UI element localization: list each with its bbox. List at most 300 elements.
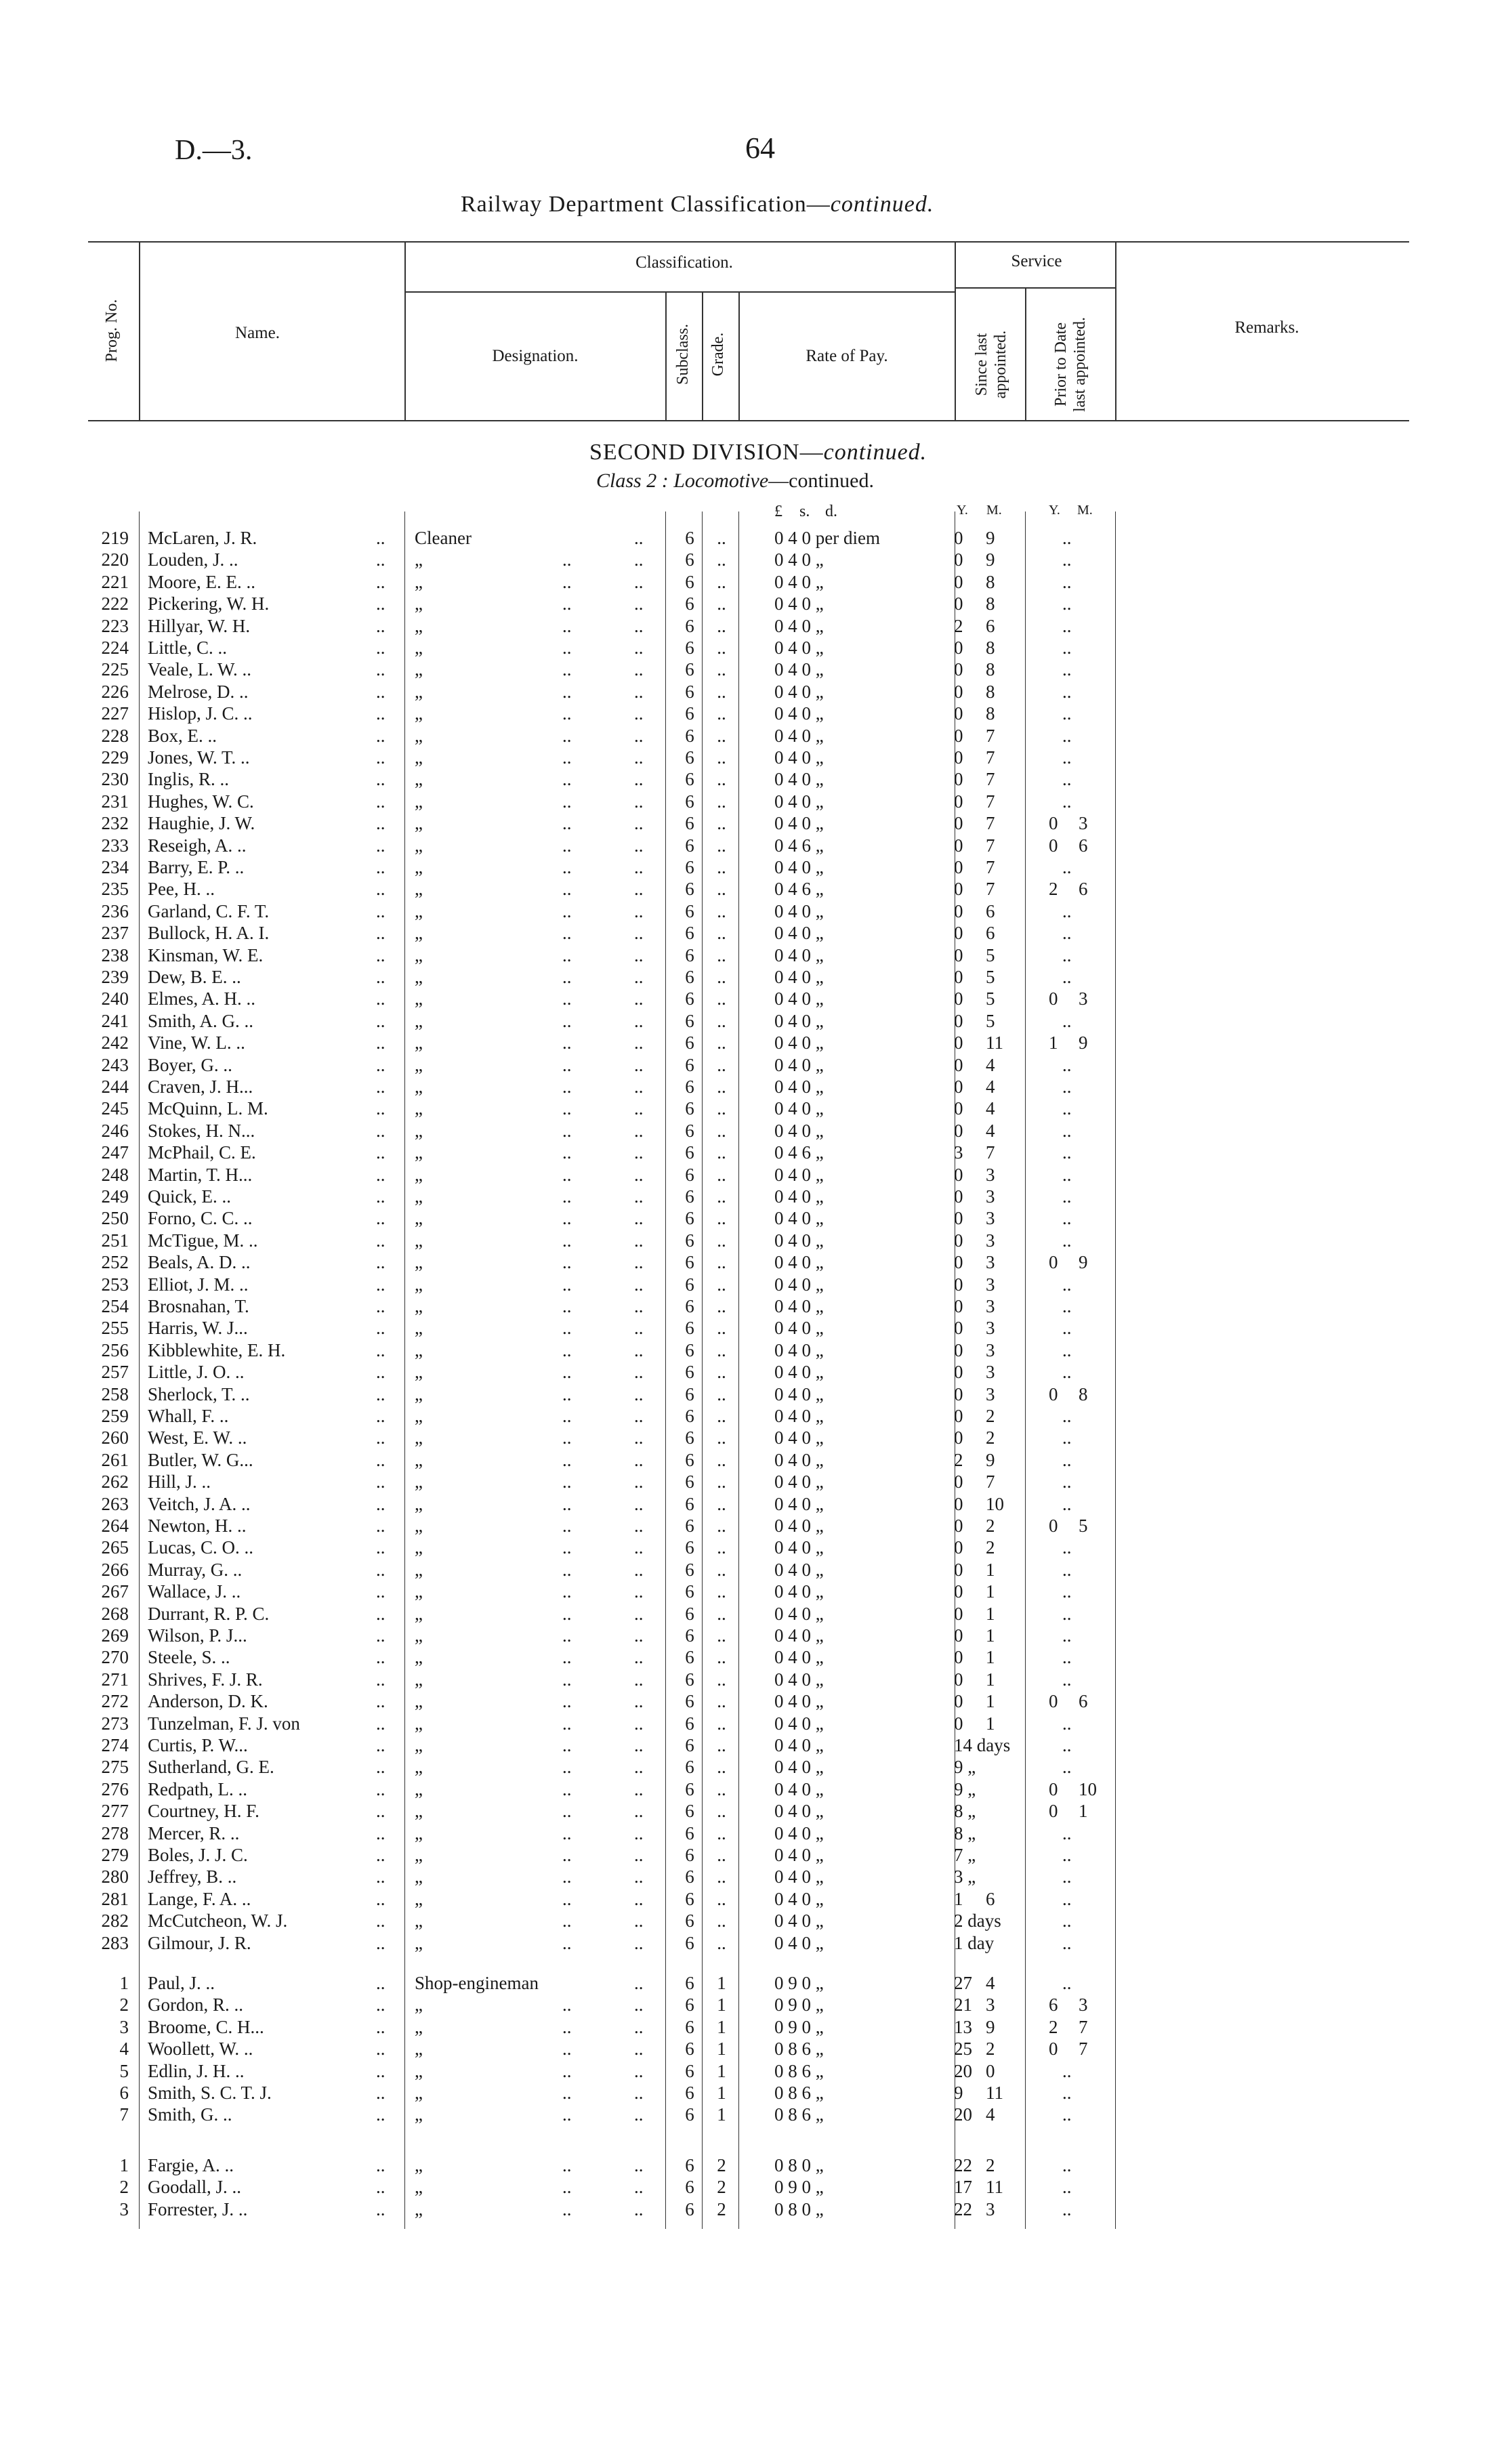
prog-no-cell: 5 <box>119 2061 129 2081</box>
since-months-cell: 2 <box>986 1516 995 1536</box>
prior-months-cell: 7 <box>1079 2039 1088 2059</box>
leader-dots: .. <box>634 1296 644 1316</box>
rate-cell: 0 4 0 „ <box>774 1340 824 1360</box>
leader-dots: .. <box>562 1691 572 1711</box>
prog-no-cell: 282 <box>101 1910 129 1931</box>
since-months-cell: 8 <box>986 682 995 702</box>
class-title <box>596 469 874 493</box>
since-years-cell: 0 <box>954 1427 963 1448</box>
grade-cell: .. <box>717 1560 726 1580</box>
table-row <box>0 593 1504 614</box>
col-header-prog-no: Prog. No. <box>103 299 121 362</box>
prog-no-cell: 257 <box>101 1362 129 1382</box>
rate-cell: 0 4 0 „ <box>774 857 824 877</box>
name-cell: Woollett, W. .. <box>148 2039 253 2059</box>
name-cell: Newton, H. .. <box>148 1516 247 1536</box>
prior-years-cell: .. <box>1062 1165 1072 1185</box>
since-years-cell: 0 <box>954 549 963 570</box>
leader-dots: .. <box>376 2039 385 2059</box>
subclass-cell: 6 <box>685 1691 694 1711</box>
table-row <box>0 1669 1504 1690</box>
since-months-cell: 1 <box>986 1691 995 1711</box>
subclass-cell: 6 <box>685 682 694 702</box>
rate-cell: 0 4 0 „ <box>774 1077 824 1097</box>
rate-cell: 0 4 0 „ <box>774 1735 824 1755</box>
since-months-cell: 5 <box>986 988 995 1009</box>
leader-dots: .. <box>634 1186 644 1207</box>
grade-cell: .. <box>717 1889 726 1909</box>
since-months-cell: 8 <box>986 593 995 614</box>
leader-dots: .. <box>634 923 644 943</box>
since-years-cell: 0 <box>954 1494 963 1514</box>
leader-dots: .. <box>562 835 572 856</box>
leader-dots: .. <box>376 1384 385 1404</box>
subclass-cell: 6 <box>685 1427 694 1448</box>
service-underline <box>955 287 1115 289</box>
name-cell: Steele, S. .. <box>148 1647 230 1667</box>
table-row <box>0 1164 1504 1186</box>
prior-years-cell: 0 <box>1049 1779 1058 1799</box>
leader-dots: .. <box>376 1604 385 1624</box>
table-row <box>0 2198 1504 2220</box>
since-years-cell: 0 <box>954 857 963 877</box>
table-row <box>0 1994 1504 2016</box>
grade-cell: .. <box>717 1077 726 1097</box>
since-months-cell: 3 <box>986 1384 995 1404</box>
grade-cell: .. <box>717 726 726 746</box>
subclass-cell: 6 <box>685 616 694 636</box>
col-divider-prior <box>1115 241 1116 420</box>
subclass-cell: 6 <box>685 1560 694 1580</box>
page-title-continued: continued. <box>830 192 934 217</box>
leader-dots: .. <box>562 857 572 877</box>
leader-dots: .. <box>376 1471 385 1492</box>
since-months-cell: 5 <box>986 1011 995 1031</box>
subclass-cell: 6 <box>685 813 694 833</box>
subclass-cell: 6 <box>685 726 694 746</box>
leader-dots: .. <box>634 1252 644 1272</box>
prog-no-cell: 226 <box>101 682 129 702</box>
prog-no-cell: 1 <box>119 2155 129 2175</box>
leader-dots: .. <box>562 1077 572 1097</box>
rate-cell: 0 4 0 „ <box>774 1516 824 1536</box>
leader-dots: .. <box>562 1318 572 1338</box>
table-row <box>0 747 1504 768</box>
prog-no-cell: 251 <box>101 1230 129 1251</box>
leader-dots: .. <box>562 879 572 899</box>
leader-dots: .. <box>376 988 385 1009</box>
designation-cell: „ <box>415 1252 423 1272</box>
grade-cell: .. <box>717 1427 726 1448</box>
leader-dots: .. <box>634 1933 644 1953</box>
designation-cell: „ <box>415 682 423 702</box>
grade-cell: .. <box>717 988 726 1009</box>
leader-dots: .. <box>634 1450 644 1470</box>
since-months-cell: 4 <box>986 2104 995 2125</box>
prior-years-cell: .. <box>1062 1340 1072 1360</box>
prior-years-cell: .. <box>1062 1735 1072 1755</box>
grade-cell: .. <box>717 879 726 899</box>
name-cell: Anderson, D. K. <box>148 1691 268 1711</box>
name-cell: Gilmour, J. R. <box>148 1933 251 1953</box>
since-months-cell: 3 <box>986 1208 995 1228</box>
grade-cell: .. <box>717 1604 726 1624</box>
rate-cell: 0 4 0 „ <box>774 1011 824 1031</box>
leader-dots: .. <box>562 2155 572 2175</box>
grade-cell: .. <box>717 1735 726 1755</box>
designation-cell: „ <box>415 901 423 921</box>
leader-dots: .. <box>562 1801 572 1821</box>
table-row <box>0 2038 1504 2060</box>
prior-months-cell: 3 <box>1079 988 1088 1009</box>
prior-years-cell: .. <box>1062 2155 1072 2175</box>
leader-dots: .. <box>562 1866 572 1887</box>
leader-dots: .. <box>562 791 572 812</box>
prior-years-cell: 6 <box>1049 1995 1058 2015</box>
grade-cell: 1 <box>717 2104 726 2125</box>
designation-cell: „ <box>415 2199 423 2219</box>
leader-dots: .. <box>634 1669 644 1690</box>
name-cell: Elmes, A. H. .. <box>148 988 255 1009</box>
rate-cell: 0 4 0 „ <box>774 1165 824 1185</box>
rate-cell: 0 9 0 „ <box>774 2017 824 2037</box>
since-months-cell: 6 <box>986 616 995 636</box>
table-row <box>0 2104 1504 2125</box>
leader-dots: .. <box>562 2177 572 2197</box>
leader-dots: .. <box>562 703 572 724</box>
leader-dots: .. <box>634 1318 644 1338</box>
since-years-cell: 0 <box>954 1406 963 1426</box>
col-divider-since <box>1025 287 1026 420</box>
prior-years-cell: .. <box>1062 1296 1072 1316</box>
prior-years-cell: .. <box>1062 703 1072 724</box>
table-row <box>0 835 1504 856</box>
prog-no-cell: 264 <box>101 1516 129 1536</box>
leader-dots: .. <box>562 1252 572 1272</box>
since-years-cell: 0 <box>954 1340 963 1360</box>
name-cell: Hillyar, W. H. <box>148 616 251 636</box>
table-row <box>0 1032 1504 1053</box>
leader-dots: .. <box>376 923 385 943</box>
since-years-cell: 22 <box>954 2155 972 2175</box>
unit-shillings: s. <box>799 503 810 520</box>
leader-dots: .. <box>562 1011 572 1031</box>
since-months-cell: 0 <box>986 2061 995 2081</box>
prior-months-cell: 9 <box>1079 1252 1088 1272</box>
leader-dots: .. <box>562 682 572 702</box>
rate-cell: 0 4 0 „ <box>774 1801 824 1821</box>
designation-cell: „ <box>415 1450 423 1470</box>
table-row <box>0 571 1504 593</box>
col-divider-designation <box>665 291 667 420</box>
subclass-cell: 6 <box>685 703 694 724</box>
table-row <box>0 1537 1504 1558</box>
since-years-cell: 0 <box>954 1055 963 1075</box>
name-cell: Forrester, J. .. <box>148 2199 248 2219</box>
leader-dots: .. <box>634 1340 644 1360</box>
prog-no-cell: 243 <box>101 1055 129 1075</box>
unit-since-years: Y. <box>957 503 968 518</box>
name-cell: Smith, G. .. <box>148 2104 232 2125</box>
leader-dots: .. <box>634 1845 644 1865</box>
leader-dots: .. <box>376 1186 385 1207</box>
prog-no-cell: 270 <box>101 1647 129 1667</box>
leader-dots: .. <box>376 1427 385 1448</box>
leader-dots: .. <box>376 1296 385 1316</box>
leader-dots: .. <box>376 1230 385 1251</box>
since-years-cell: 0 <box>954 638 963 658</box>
rate-cell: 0 4 0 „ <box>774 1121 824 1141</box>
since-months-cell: 2 <box>986 1406 995 1426</box>
leader-dots: .. <box>562 1208 572 1228</box>
name-cell: Smith, A. G. .. <box>148 1011 254 1031</box>
leader-dots: .. <box>376 879 385 899</box>
leader-dots: .. <box>562 2061 572 2081</box>
subclass-cell: 6 <box>685 2039 694 2059</box>
leader-dots: .. <box>376 2104 385 2125</box>
prior-years-cell: .. <box>1062 1537 1072 1558</box>
prior-years-cell: .. <box>1062 1055 1072 1075</box>
table-row <box>0 637 1504 659</box>
designation-cell: „ <box>415 1625 423 1646</box>
leader-dots: .. <box>634 1208 644 1228</box>
leader-dots: .. <box>376 1933 385 1953</box>
rate-cell: 0 4 0 „ <box>774 813 824 833</box>
table-row <box>0 1207 1504 1229</box>
leader-dots: .. <box>376 1537 385 1558</box>
since-months-cell: 6 <box>986 901 995 921</box>
since-years-cell: 0 <box>954 659 963 680</box>
name-cell: Hill, J. .. <box>148 1471 211 1492</box>
leader-dots: .. <box>376 1165 385 1185</box>
grade-cell: 1 <box>717 1995 726 2015</box>
subclass-cell: 6 <box>685 1516 694 1536</box>
prior-years-cell: .. <box>1062 682 1072 702</box>
leader-dots: .. <box>376 1866 385 1887</box>
subclass-cell: 6 <box>685 2083 694 2103</box>
table-row <box>0 1559 1504 1581</box>
since-months-cell: 4 <box>986 1973 995 1993</box>
class-name: Locomotive <box>673 469 769 492</box>
prog-no-cell: 277 <box>101 1801 129 1821</box>
prior-years-cell: .. <box>1062 1011 1072 1031</box>
prior-years-cell: .. <box>1062 1581 1072 1602</box>
subclass-cell: 6 <box>685 1889 694 1909</box>
leader-dots: .. <box>634 879 644 899</box>
name-cell: Martin, T. H... <box>148 1165 253 1185</box>
subclass-cell: 6 <box>685 791 694 812</box>
leader-dots: .. <box>376 2061 385 2081</box>
since-years-cell: 9 „ <box>954 1779 976 1799</box>
since-years-cell: 2 days <box>954 1910 1001 1931</box>
rate-cell: 0 4 0 „ <box>774 1406 824 1426</box>
leader-dots: .. <box>634 1625 644 1646</box>
prior-years-cell: 0 <box>1049 1691 1058 1711</box>
leader-dots: .. <box>376 703 385 724</box>
since-years-cell: 9 „ <box>954 1757 976 1777</box>
rate-cell: 0 4 0 „ <box>774 1450 824 1470</box>
designation-cell: Cleaner <box>415 528 472 548</box>
grade-cell: .. <box>717 1011 726 1031</box>
prog-no-cell: 272 <box>101 1691 129 1711</box>
since-months-cell: 9 <box>986 1450 995 1470</box>
subclass-cell: 6 <box>685 1165 694 1185</box>
leader-dots: .. <box>634 2177 644 2197</box>
leader-dots: .. <box>376 769 385 789</box>
grade-cell: .. <box>717 1121 726 1141</box>
table-row <box>0 966 1504 988</box>
leader-dots: .. <box>562 638 572 658</box>
subclass-cell: 6 <box>685 1471 694 1492</box>
since-years-cell: 0 <box>954 572 963 592</box>
table-row <box>0 812 1504 834</box>
prog-no-cell: 220 <box>101 549 129 570</box>
designation-cell: „ <box>415 572 423 592</box>
leader-dots: .. <box>376 1406 385 1426</box>
subclass-cell: 6 <box>685 1318 694 1338</box>
designation-cell: „ <box>415 1669 423 1690</box>
leader-dots: .. <box>376 1450 385 1470</box>
since-months-cell: 4 <box>986 1077 995 1097</box>
rate-cell: 0 4 0 „ <box>774 1384 824 1404</box>
subclass-cell: 6 <box>685 1713 694 1734</box>
prior-years-cell: 2 <box>1049 2017 1058 2037</box>
leader-dots: .. <box>562 769 572 789</box>
rate-cell: 0 4 0 „ <box>774 1933 824 1953</box>
prior-years-cell: .. <box>1062 1757 1072 1777</box>
leader-dots: .. <box>634 1362 644 1382</box>
leader-dots: .. <box>634 528 644 548</box>
prog-no-cell: 236 <box>101 901 129 921</box>
name-cell: Durrant, R. P. C. <box>148 1604 270 1624</box>
name-cell: Lucas, C. O. .. <box>148 1537 253 1558</box>
grade-cell: .. <box>717 1823 726 1843</box>
designation-cell: „ <box>415 1801 423 1821</box>
prog-no-cell: 249 <box>101 1186 129 1207</box>
leader-dots: .. <box>376 1121 385 1141</box>
rate-cell: 0 4 6 „ <box>774 835 824 856</box>
subclass-cell: 6 <box>685 593 694 614</box>
table-row <box>0 1778 1504 1800</box>
table-row <box>0 856 1504 878</box>
leader-dots: .. <box>634 1866 644 1887</box>
since-months-cell: 3 <box>986 1296 995 1316</box>
since-years-cell: 0 <box>954 1669 963 1690</box>
prior-years-cell: 0 <box>1049 1252 1058 1272</box>
rate-cell: 0 4 0 „ <box>774 1910 824 1931</box>
col-divider-subclass <box>702 291 703 420</box>
subclass-cell: 6 <box>685 923 694 943</box>
since-years-cell: 0 <box>954 1713 963 1734</box>
header-top-rule <box>88 241 1409 243</box>
prog-no-cell: 256 <box>101 1340 129 1360</box>
since-months-cell: 7 <box>986 813 995 833</box>
since-months-cell: 7 <box>986 1142 995 1163</box>
prior-years-cell: .. <box>1062 1077 1072 1097</box>
prior-years-cell: .. <box>1062 638 1072 658</box>
designation-cell: „ <box>415 1274 423 1295</box>
col-header-name: Name. <box>235 324 280 342</box>
leader-dots: .. <box>634 549 644 570</box>
leader-dots: .. <box>376 1494 385 1514</box>
leader-dots: .. <box>562 1537 572 1558</box>
rate-cell: 0 4 0 „ <box>774 967 824 987</box>
leader-dots: .. <box>376 967 385 987</box>
leader-dots: .. <box>376 1077 385 1097</box>
prog-no-cell: 234 <box>101 857 129 877</box>
leader-dots: .. <box>634 616 644 636</box>
grade-cell: .. <box>717 1098 726 1119</box>
since-months-cell: 11 <box>986 2177 1003 2197</box>
name-cell: Paul, J. .. <box>148 1973 215 1993</box>
prog-no-cell: 280 <box>101 1866 129 1887</box>
leader-dots: .. <box>376 682 385 702</box>
grade-cell: .. <box>717 1933 726 1953</box>
prog-no-cell: 269 <box>101 1625 129 1646</box>
subclass-cell: 6 <box>685 1757 694 1777</box>
leader-dots: .. <box>562 1406 572 1426</box>
name-cell: Elliot, J. M. .. <box>148 1274 249 1295</box>
prog-no-cell: 227 <box>101 703 129 724</box>
rate-cell: 0 4 0 „ <box>774 726 824 746</box>
name-cell: Curtis, P. W... <box>148 1735 248 1755</box>
rate-cell: 0 4 0 „ <box>774 1669 824 1690</box>
leader-dots: .. <box>376 1011 385 1031</box>
leader-dots: .. <box>376 1845 385 1865</box>
since-months-cell: 10 <box>986 1494 1004 1514</box>
leader-dots: .. <box>634 1142 644 1163</box>
prior-months-cell: 6 <box>1079 1691 1088 1711</box>
rate-cell: 0 4 0 „ <box>774 1625 824 1646</box>
subclass-cell: 6 <box>685 1823 694 1843</box>
prior-years-cell: 0 <box>1049 1516 1058 1536</box>
name-cell: Edlin, J. H. .. <box>148 2061 245 2081</box>
col-header-service: Service <box>1011 252 1062 270</box>
leader-dots: .. <box>634 2155 644 2175</box>
rate-cell: 0 4 0 „ <box>774 923 824 943</box>
since-months-cell: 4 <box>986 1098 995 1119</box>
since-years-cell: 0 <box>954 1560 963 1580</box>
subclass-cell: 6 <box>685 1450 694 1470</box>
since-years-cell: 0 <box>954 1604 963 1624</box>
leader-dots: .. <box>562 1384 572 1404</box>
name-cell: Brosnahan, T. <box>148 1296 249 1316</box>
grade-cell: .. <box>717 1581 726 1602</box>
leader-dots: .. <box>562 1933 572 1953</box>
grade-cell: .. <box>717 1274 726 1295</box>
designation-cell: „ <box>415 2083 423 2103</box>
since-years-cell: 0 <box>954 1537 963 1558</box>
since-months-cell: 1 <box>986 1625 995 1646</box>
leader-dots: .. <box>376 1340 385 1360</box>
table-row <box>0 1646 1504 1668</box>
grade-cell: 2 <box>717 2177 726 2197</box>
prior-years-cell: .. <box>1062 967 1072 987</box>
since-months-cell: 6 <box>986 923 995 943</box>
leader-dots: .. <box>634 1889 644 1909</box>
leader-dots: .. <box>376 549 385 570</box>
subclass-cell: 6 <box>685 2104 694 2125</box>
table-row <box>0 988 1504 1009</box>
since-years-cell: 0 <box>954 1274 963 1295</box>
prior-years-cell: .. <box>1062 2177 1072 2197</box>
grade-cell: .. <box>717 682 726 702</box>
rate-cell: 0 4 0 „ <box>774 1032 824 1053</box>
subclass-cell: 6 <box>685 1933 694 1953</box>
table-row <box>0 1405 1504 1427</box>
leader-dots: .. <box>376 1713 385 1734</box>
since-months-cell: 3 <box>986 1186 995 1207</box>
